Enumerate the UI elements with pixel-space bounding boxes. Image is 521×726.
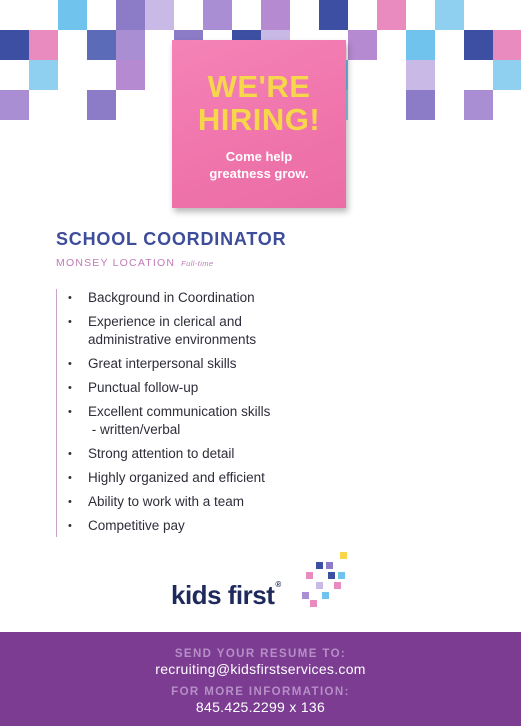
info-label: FOR MORE INFORMATION: — [171, 686, 350, 698]
mosaic-tile — [58, 0, 87, 30]
requirement-text: Excellent communication skills — [88, 404, 271, 419]
location-text: MONSEY LOCATION — [56, 257, 176, 269]
requirement-item — [68, 517, 368, 535]
logo-text: kids first — [171, 580, 275, 610]
requirement-item — [68, 403, 368, 439]
hiring-headline — [172, 70, 346, 136]
requirement-item — [68, 313, 368, 349]
requirement-item — [68, 289, 368, 307]
mosaic-tile — [29, 60, 58, 90]
employment-type: Full-time — [181, 259, 214, 268]
sub-line-1: Come help — [225, 149, 293, 164]
mosaic-tile — [319, 0, 348, 30]
logo-mosaic-tile — [306, 572, 313, 579]
mosaic-tile — [493, 30, 521, 60]
hiring-sticky-note — [172, 40, 346, 208]
logo-mosaic-tile — [302, 592, 309, 599]
requirement-text: Ability to work with a team — [88, 494, 245, 509]
job-location — [56, 257, 214, 269]
mosaic-tile — [261, 0, 290, 30]
mosaic-tile — [406, 30, 435, 60]
requirements-divider — [56, 289, 57, 537]
mosaic-tile — [116, 60, 145, 90]
requirement-item — [68, 445, 368, 463]
logo-mosaic-tile — [340, 552, 347, 559]
requirement-item — [68, 379, 368, 397]
mosaic-tile — [29, 30, 58, 60]
logo-mosaic-tile — [326, 562, 333, 569]
logo-mosaic-tile — [316, 562, 323, 569]
mosaic-tile — [406, 60, 435, 90]
requirement-text: Background in Coordination — [88, 290, 255, 305]
mosaic-tile — [377, 0, 406, 30]
logo-mosaic-tile — [334, 582, 341, 589]
requirement-item — [68, 493, 368, 511]
mosaic-tile — [0, 30, 29, 60]
mosaic-tile — [464, 90, 493, 120]
logo-mosaic-tile — [338, 572, 345, 579]
logo-mosaic-tile — [328, 572, 335, 579]
requirement-text: Competitive pay — [88, 518, 185, 533]
requirement-text: Great interpersonal skills — [88, 356, 237, 371]
mosaic-tile — [116, 30, 145, 60]
sub-line-2: greatness grow. — [209, 166, 309, 181]
requirement-text: Strong attention to detail — [88, 446, 235, 461]
requirement-text: Highly organized and efficient — [88, 470, 265, 485]
info-phone[interactable]: 845.425.2299 x 136 — [195, 699, 326, 715]
requirement-text-cont: - written/verbal — [88, 422, 181, 437]
mosaic-tile — [87, 90, 116, 120]
hiring-subheadline — [172, 148, 346, 182]
mosaic-tile — [435, 0, 464, 30]
mosaic-tile — [87, 30, 116, 60]
mosaic-tile — [493, 60, 521, 90]
requirement-text-cont: administrative environments — [88, 332, 257, 347]
headline-line-1: WE'RE — [207, 69, 311, 104]
requirements-list — [68, 289, 368, 541]
mosaic-tile — [348, 30, 377, 60]
resume-email-link[interactable]: recruiting@kidsfirstservices.com — [155, 661, 366, 677]
requirement-item — [68, 355, 368, 373]
logo-mosaic-tile — [322, 592, 329, 599]
logo-mosaic-icon — [298, 552, 350, 608]
headline-line-2: HIRING! — [197, 102, 321, 137]
mosaic-tile — [145, 0, 174, 30]
mosaic-tile — [464, 30, 493, 60]
mosaic-tile — [0, 90, 29, 120]
mosaic-tile — [203, 0, 232, 30]
kids-first-logo — [171, 580, 281, 611]
contact-footer — [0, 632, 521, 726]
logo-mosaic-tile — [316, 582, 323, 589]
requirement-text: Experience in clerical and — [88, 314, 242, 329]
requirement-item — [68, 469, 368, 487]
requirement-text: Punctual follow-up — [88, 380, 199, 395]
trademark-symbol: ® — [275, 580, 281, 589]
resume-label: SEND YOUR RESUME TO: — [174, 648, 347, 660]
mosaic-tile — [116, 0, 145, 30]
logo-mosaic-tile — [310, 600, 317, 607]
mosaic-tile — [406, 90, 435, 120]
job-title: SCHOOL COORDINATOR — [56, 229, 287, 249]
